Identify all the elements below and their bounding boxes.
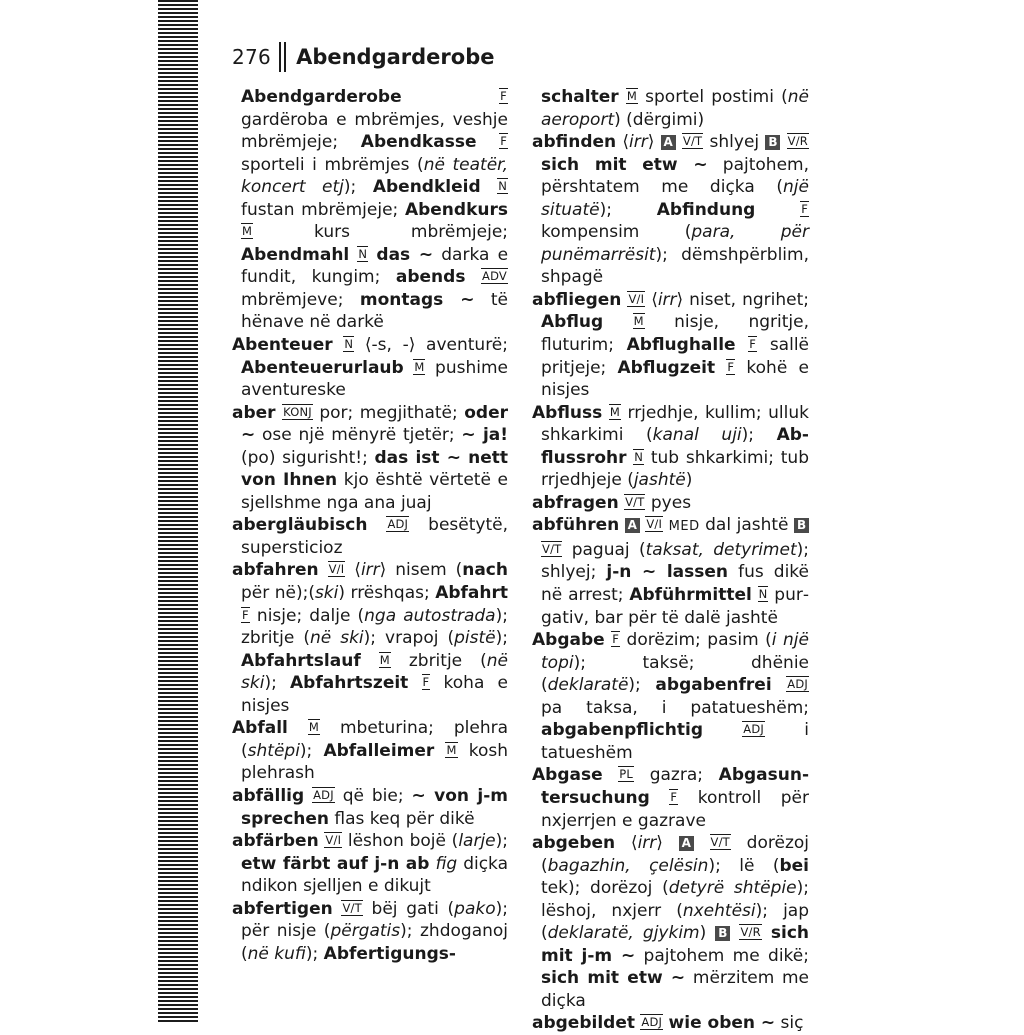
- grammar-tag: V/I: [325, 833, 342, 848]
- entry-text: i tatueshëm: [541, 720, 809, 763]
- entry-text: [736, 335, 749, 355]
- entry-text: ⟨: [645, 289, 658, 310]
- headword: Abflug: [541, 312, 604, 333]
- italic-gloss: ski: [314, 583, 339, 604]
- entry-text: ); zbritje (: [241, 605, 508, 649]
- entry-text: kohë e nisjes: [541, 357, 809, 401]
- grammar-tag: F: [612, 632, 620, 647]
- entry-text: [408, 673, 421, 693]
- entry-text: dorëzoj (: [541, 833, 809, 876]
- entry-text: [402, 87, 500, 107]
- grammar-tag: V/I: [328, 562, 345, 577]
- headword: Abgase: [532, 765, 603, 786]
- headword: abfertigen: [232, 898, 333, 919]
- headword: aber: [232, 402, 276, 423]
- grammar-tag: F: [242, 607, 249, 622]
- entry-text: [367, 515, 386, 535]
- entry-text: nisje; dalje (: [249, 605, 365, 626]
- entry-text: lëshon bojë (: [342, 831, 459, 852]
- entry-text: darka e fundit, kungim;: [241, 244, 509, 288]
- entry-text: [603, 312, 632, 332]
- dictionary-entry: [232, 898, 508, 966]
- headword: Abendgarderobe: [241, 87, 402, 107]
- headword: schalter: [541, 87, 619, 107]
- entry-text: tek); dorëzoj (: [541, 878, 669, 899]
- bold-phrase: ~ von j-m sprechen: [241, 785, 508, 829]
- entry-text: );: [343, 177, 373, 198]
- entry-text: [650, 788, 670, 808]
- entry-text: [780, 132, 786, 152]
- entry-text: sportel postimi (: [637, 87, 788, 107]
- headword: abergläubisch: [232, 515, 368, 536]
- entry-text: rrjedhje, kullim; ulluk shkarkimi (: [541, 402, 809, 446]
- grammar-tag: ADJ: [787, 677, 809, 692]
- grammar-tag: ADJ: [641, 1015, 663, 1030]
- headword: Abgasuntersuchung: [541, 765, 810, 808]
- headword: Abfertigungs-: [323, 943, 456, 964]
- dictionary-entry: [532, 492, 809, 515]
- headword: Abendmahl: [241, 244, 350, 265]
- headword: Abflussrohr: [541, 425, 809, 468]
- italic-gloss: në kufi: [247, 943, 306, 964]
- bold-phrase: oder ~: [241, 402, 508, 446]
- grammar-tag: F: [500, 89, 507, 103]
- entry-text: );: [495, 831, 508, 852]
- headword: abfinden: [532, 132, 617, 153]
- entry-text: ); dëmshpërblim, shpagë: [541, 244, 809, 288]
- entry-text: );: [299, 740, 324, 761]
- entry-text: ); vrapoj (: [363, 628, 455, 649]
- entry-text: );: [741, 425, 777, 446]
- dictionary-entry: [532, 131, 809, 289]
- headword: abends: [395, 267, 466, 288]
- grammar-tag: F: [727, 359, 735, 374]
- entry-text: [333, 335, 344, 355]
- dictionary-entry: [532, 402, 809, 492]
- italic-gloss: kanal uji: [652, 425, 742, 446]
- entry-text: [404, 358, 414, 378]
- entry-text: të hënave në darkë: [241, 289, 508, 333]
- grammar-tag: M: [626, 89, 637, 103]
- entry-text: [772, 675, 787, 695]
- grammar-tag: PL: [619, 767, 634, 782]
- entry-text: );: [264, 673, 290, 694]
- grammar-tag: F: [422, 675, 430, 690]
- bold-phrase: montags ~: [359, 289, 475, 310]
- bold-phrase: das ist ~ nett von Ihnen: [241, 447, 509, 491]
- dictionary-entry: [232, 86, 508, 334]
- bold-phrase: etw färbt auf j-n ab: [241, 853, 430, 874]
- bold-phrase: sich mit etw ~: [541, 968, 686, 989]
- headword: abfliegen: [532, 289, 622, 310]
- left-column: [232, 86, 508, 965]
- entry-text: pushime aventureske: [241, 357, 508, 401]
- bold-phrase: j-n ~ lassen: [606, 562, 728, 583]
- entry-text: diçka ndikon sjelljen e dikujt: [241, 853, 509, 897]
- grammar-tag: M: [609, 404, 620, 419]
- right-column: [532, 86, 809, 1035]
- entry-text: ); taksë; dhënie (: [541, 652, 809, 696]
- headword: abfragen: [532, 492, 619, 513]
- sense-marker: A: [661, 135, 676, 150]
- headword: Abendkleid: [372, 177, 481, 198]
- italic-gloss: pistë: [454, 628, 496, 649]
- entry-text: purgativ, bar për të dalë jashtë: [541, 585, 809, 628]
- italic-gloss: jashtë: [633, 470, 686, 491]
- entry-text: [676, 132, 682, 152]
- entry-text: ); lëshoj, nxjerr (: [541, 878, 809, 921]
- entry-text: ⟨: [615, 833, 638, 854]
- grammar-tag: N: [344, 337, 354, 352]
- entry-text: besëtytë, supersticioz: [241, 515, 508, 558]
- field-label: MED: [668, 519, 700, 535]
- entry-text: shlyej: [703, 132, 766, 153]
- grammar-tag: N: [758, 587, 768, 602]
- grammar-tag: M: [242, 224, 253, 239]
- entry-text: ⟩: [647, 132, 661, 153]
- entry-text: );: [628, 675, 656, 696]
- italic-gloss: një situatë: [541, 177, 809, 220]
- dictionary-entry: [232, 559, 508, 717]
- entry-text: (po) sigurisht!;: [241, 447, 375, 468]
- grammar-tag: KONJ: [283, 404, 312, 419]
- grammar-tag: F: [500, 134, 508, 149]
- entry-text: dorëzim; pasim (: [620, 630, 772, 651]
- grammar-tag: ADJ: [743, 722, 764, 737]
- entry-text: pajtohem, përshtatem me diçka (: [541, 154, 810, 198]
- entry-text: ); për nisje (: [241, 898, 508, 942]
- headword: abfällig: [232, 785, 305, 806]
- italic-gloss: nxehtësi: [682, 900, 756, 921]
- entry-text: ⟨-s, -⟩ aventurë;: [354, 335, 508, 356]
- sense-marker: B: [794, 518, 809, 533]
- entry-text: fustan mbrëmjeje;: [241, 199, 405, 220]
- headword: abfärben: [232, 831, 319, 852]
- grammar-tag: N: [634, 449, 644, 464]
- italic-gloss: deklaratë, gjykim: [547, 923, 700, 944]
- sense-marker: B: [765, 135, 780, 150]
- entry-text: por; megjithatë;: [312, 402, 465, 423]
- entry-text: [694, 833, 710, 853]
- dictionary-entry: [232, 785, 508, 830]
- italic-gloss: fig: [435, 853, 458, 874]
- entry-text: [752, 585, 758, 605]
- italic-gloss: taksat, detyrimet: [645, 539, 797, 560]
- headword: abgebildet: [532, 1013, 635, 1034]
- grammar-tag: M: [414, 359, 425, 374]
- grammar-tag: V/R: [740, 925, 761, 940]
- entry-text: kjo është vërtetë e sjellshme nga ana juaj: [241, 470, 508, 513]
- grammar-tag: N: [498, 179, 508, 194]
- sense-marker: B: [715, 926, 730, 941]
- headword: Abfalleimer: [323, 740, 435, 761]
- headword: Abenteuerurlaub: [241, 357, 404, 378]
- entry-text: mbrëmjeve;: [241, 289, 360, 310]
- italic-gloss: në ski: [241, 650, 508, 694]
- sense-marker: A: [625, 518, 640, 533]
- italic-gloss: detyrë shtëpie: [668, 878, 797, 899]
- entry-text: [603, 765, 619, 785]
- entry-text: kurs mbrëmjeje;: [253, 222, 508, 243]
- entry-text: [319, 560, 328, 580]
- italic-gloss: në aeroport: [541, 87, 810, 130]
- headword: Abenteuer: [232, 335, 333, 356]
- grammar-tag: V/T: [682, 134, 703, 149]
- grammar-tag: ADV: [482, 269, 507, 284]
- entry-text: [476, 132, 499, 152]
- entry-text: që bie;: [334, 785, 412, 806]
- dictionary-entry: [532, 832, 809, 1012]
- entry-text: ose një mënyrë tjetër;: [255, 425, 462, 446]
- entry-text: gazra;: [634, 765, 719, 786]
- entry-text: ) (dërgimi): [614, 109, 705, 130]
- entry-text: kontroll për nxjerrjen e gazrave: [541, 787, 810, 831]
- grammar-tag: V/I: [628, 291, 645, 306]
- italic-gloss: shtëpi: [247, 740, 300, 761]
- grammar-tag: F: [670, 789, 678, 804]
- italic-gloss: deklaratë: [547, 675, 629, 696]
- italic-gloss: irr: [637, 833, 657, 854]
- grammar-tag: F: [801, 201, 809, 216]
- entry-text: [602, 403, 609, 423]
- entry-text: bëj gati (: [362, 898, 455, 919]
- page-edge-pattern: [158, 0, 198, 1024]
- bold-phrase: ~ ja!: [461, 425, 509, 446]
- grammar-tag: V/I: [646, 517, 663, 532]
- bold-phrase: sich mit j-m ~: [541, 923, 810, 966]
- dictionary-entry: [232, 334, 508, 402]
- entry-text: nisje, ngritje, fluturim;: [541, 312, 810, 356]
- italic-gloss: irr: [657, 289, 677, 310]
- entry-text: fus dikë në arrest;: [541, 562, 809, 606]
- entry-text: [465, 267, 481, 287]
- entry-text: ); lë (: [708, 855, 780, 876]
- page-header: [232, 40, 494, 74]
- entry-text: ⟩: [656, 833, 679, 854]
- entry-text: [715, 358, 726, 378]
- dictionary-entry: [232, 402, 508, 515]
- headword: abgabenpflichtig: [541, 720, 703, 741]
- entry-text: ⟨: [345, 560, 361, 581]
- entry-text: [762, 923, 771, 943]
- entry-text: sallë pritjeje;: [541, 335, 810, 378]
- bold-phrase: sich mit etw ~: [541, 154, 708, 175]
- italic-gloss: para, për punëmarrësit: [541, 222, 809, 265]
- bold-phrase: bei: [779, 855, 810, 876]
- headword: Abflughalle: [626, 335, 736, 356]
- entry-text: [703, 720, 742, 740]
- dictionary-entry: [232, 717, 508, 785]
- italic-gloss: irr: [360, 560, 380, 581]
- headword: Abendkasse: [360, 132, 477, 153]
- entry-text: ); shlyej;: [541, 539, 809, 583]
- headword: Abendkurs: [404, 199, 508, 220]
- guide-word: Abendgarderobe: [296, 45, 495, 69]
- entry-text: ⟨: [616, 132, 630, 153]
- grammar-tag: ADJ: [313, 787, 334, 802]
- grammar-tag: M: [308, 720, 319, 735]
- sense-marker: A: [679, 836, 694, 851]
- dictionary-entry: [532, 289, 809, 402]
- entry-text: );: [599, 199, 657, 220]
- grammar-tag: V/T: [342, 900, 362, 915]
- entry-text: ): [699, 923, 716, 944]
- entry-text: [434, 741, 445, 761]
- grammar-tag: ADJ: [387, 517, 409, 532]
- entry-text: sporteli i mbrëmjes (: [241, 154, 424, 175]
- entry-text: ) rrëshqas;: [338, 583, 436, 604]
- entry-text: ); jap (: [541, 900, 809, 944]
- italic-gloss: larje: [458, 831, 496, 852]
- italic-gloss: në teatër, koncert etj: [241, 154, 509, 198]
- grammar-tag: F: [749, 337, 757, 352]
- entry-text: mërzitem me diçka: [541, 968, 810, 1011]
- entry-text: );: [305, 943, 324, 964]
- entry-text: [755, 200, 800, 220]
- entry-text: [361, 651, 379, 671]
- entry-text: [481, 177, 498, 197]
- dictionary-entry: [532, 86, 809, 131]
- headword: Abfahrtslauf: [241, 650, 361, 671]
- headword: Abfall: [232, 718, 288, 739]
- entry-text: për në);(: [241, 583, 315, 604]
- entry-text: [304, 786, 312, 806]
- entry-text: pyes: [645, 492, 692, 513]
- headword: abführen: [532, 515, 620, 536]
- grammar-tag: M: [446, 742, 457, 757]
- dictionary-entry: [532, 764, 809, 832]
- entry-text: pa taksa, i patatueshëm;: [541, 697, 809, 718]
- entry-text: pajtohem me dikë;: [635, 945, 809, 966]
- headword: abfahren: [232, 560, 319, 581]
- entry-text: paguaj (: [562, 539, 646, 560]
- headword: abgeben: [532, 833, 616, 854]
- bold-phrase: wie oben ~: [668, 1013, 776, 1034]
- dictionary-entry: [532, 514, 809, 629]
- entry-text: kosh plehrash: [241, 740, 508, 784]
- entry-text: [619, 87, 626, 107]
- entry-text: tub shkarkimi; tub rrjedhjeje (: [541, 447, 809, 491]
- italic-gloss: i një topi: [541, 630, 809, 673]
- entry-text: ); zhdoganoj (: [241, 921, 509, 964]
- page-number: 276: [232, 45, 272, 69]
- italic-gloss: përgatis: [330, 921, 401, 942]
- dictionary-entry: [532, 629, 809, 764]
- bold-phrase: nach: [462, 560, 508, 581]
- grammar-tag: M: [379, 652, 390, 667]
- entry-text: ): [685, 470, 693, 491]
- dictionary-entry: [232, 830, 508, 898]
- entry-text: ⟩ niset, ngrihet;: [676, 289, 809, 310]
- headword: Abfahrt: [435, 583, 508, 604]
- entry-text: mbeturina; plehra (: [241, 718, 509, 761]
- headword: Abgabe: [532, 630, 605, 651]
- entry-text: gardëroba e mbrëmjes, veshje mbrëmjeje;: [241, 109, 508, 153]
- italic-gloss: në ski: [309, 628, 364, 649]
- entry-text: kompensim (: [541, 222, 692, 243]
- entry-text: koha e nisjes: [241, 673, 509, 716]
- entry-text: siç: [775, 1013, 804, 1034]
- headword: Abführmittel: [629, 585, 752, 606]
- dictionary-entry: [232, 514, 508, 559]
- grammar-tag: V/R: [787, 134, 808, 149]
- entry-text: );: [495, 628, 508, 649]
- entry-text: flas keq për dikë: [329, 808, 475, 829]
- italic-gloss: nga autostrada: [364, 605, 496, 626]
- headword: abgabenfrei: [655, 675, 772, 696]
- headword: Abfahrtszeit: [290, 673, 409, 694]
- entry-text: zbritje (: [390, 650, 487, 671]
- header-separator: [279, 42, 286, 72]
- entry-text: [288, 718, 308, 738]
- headword: Abflugzeit: [617, 357, 716, 378]
- headword: Abfluss: [532, 402, 603, 423]
- italic-gloss: pako: [454, 898, 496, 919]
- bold-phrase: das ~: [376, 244, 434, 265]
- grammar-tag: N: [358, 246, 368, 261]
- grammar-tag: V/T: [625, 494, 645, 509]
- italic-gloss: irr: [629, 132, 648, 153]
- entry-text: ⟩ nisem (: [379, 560, 463, 581]
- grammar-tag: V/T: [542, 541, 562, 556]
- headword: Abfindung: [656, 199, 756, 220]
- grammar-tag: M: [633, 314, 644, 329]
- grammar-tag: V/T: [710, 835, 730, 850]
- italic-gloss: bagazhin, çelësin: [547, 855, 709, 876]
- entry-text: dal jashtë: [699, 515, 795, 536]
